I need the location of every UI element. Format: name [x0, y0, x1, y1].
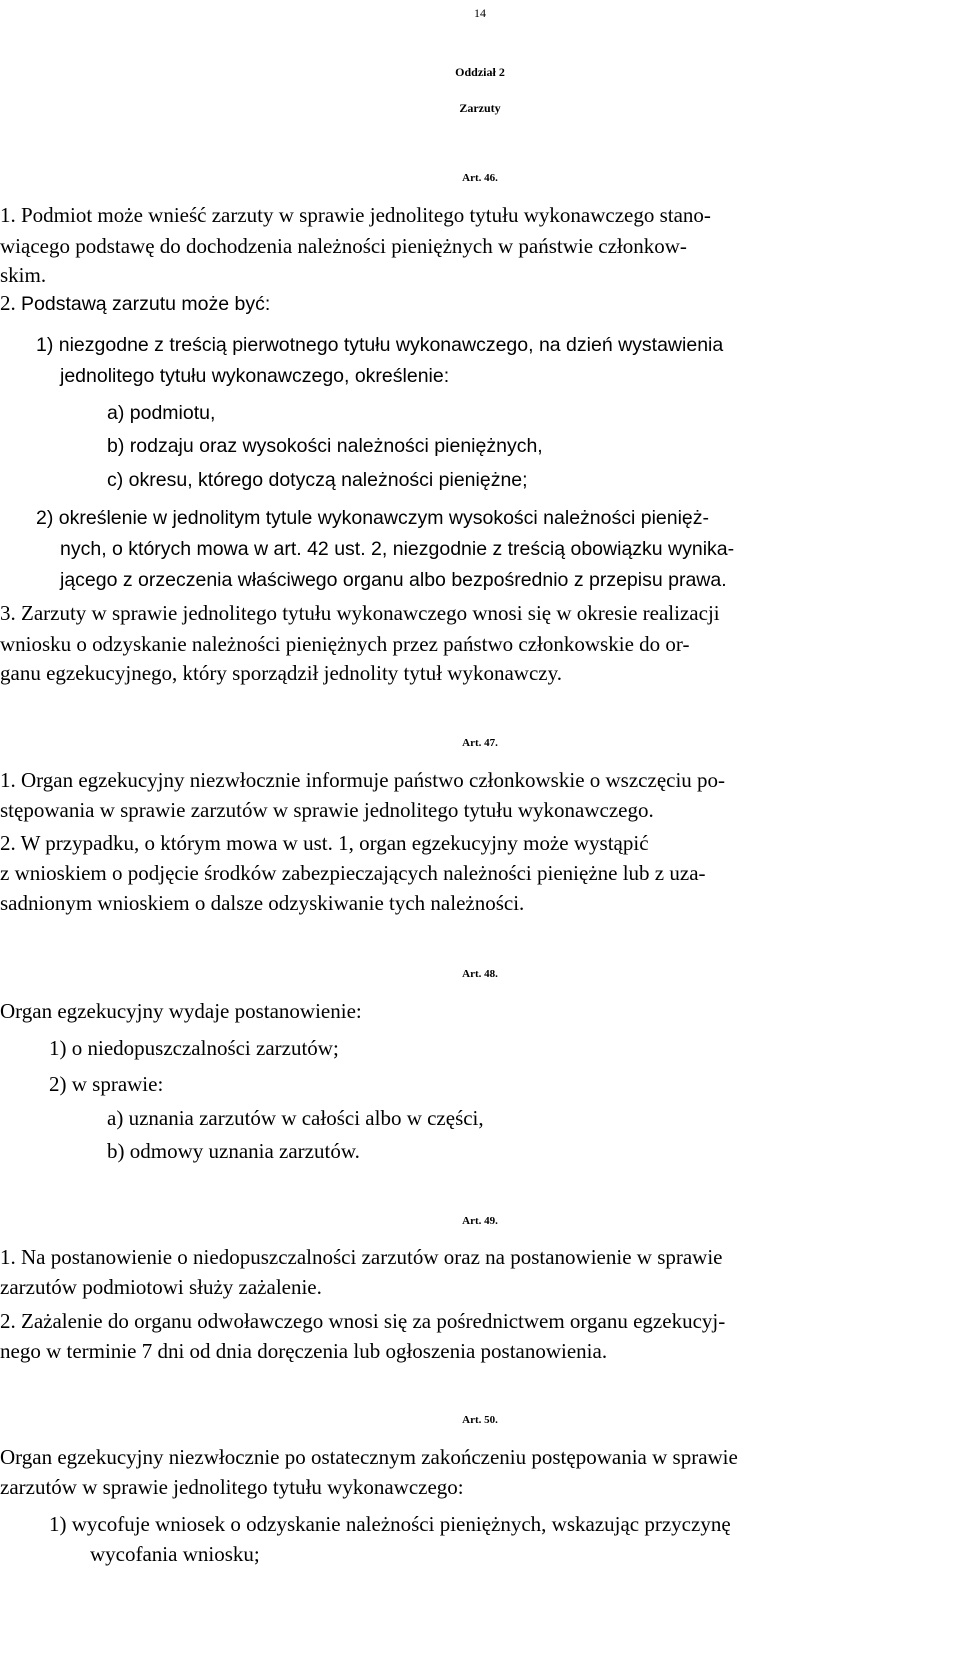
art50-intro-line2: zarzutów w sprawie jednolitego tytułu wykonawczego:	[0, 1475, 464, 1499]
art46-item2-line3: jącego z orzeczenia właściwego organu albo bezpośrednio z przepisu prawa.	[60, 569, 727, 591]
art46-item2-line1: 2) określenie w jednolitym tytule wykonawczym wysokości należności pienięż-	[36, 507, 710, 529]
art47-p1-line1: 1. Organ egzekucyjny niezwłocznie informuje państwo członkowskie o wszczęciu po-	[0, 768, 726, 792]
art47-p1-line2: stępowania w sprawie zarzutów w sprawie jednolitego tytułu wykonawczego.	[0, 798, 654, 822]
art50-item1-line2: wycofania wniosku;	[90, 1542, 260, 1566]
division-subtitle: Zarzuty	[459, 101, 501, 115]
art46-p2-text: Podstawą zarzutu może być:	[21, 293, 271, 315]
art48-item2-a: a) uznania zarzutów w całości albo w części,	[107, 1106, 484, 1130]
art46-heading: Art. 46.	[462, 172, 498, 184]
art46-p2-number: 2.	[0, 291, 16, 315]
art46-p1-line1: 1. Podmiot może wnieść zarzuty w sprawie jednolitego tytułu wykonawczego stano-	[0, 203, 711, 227]
division-title: Oddział 2	[455, 65, 505, 79]
art46-item2-line2-a: nych, o których mowa w art. 42 ust.	[60, 538, 366, 560]
art47-p2-line3: sadnionym wnioskiem o dalsze odzyskiwanie tych należności.	[0, 891, 525, 915]
art46-item1-b: b) rodzaju oraz wysokości należności pieniężnych,	[107, 435, 543, 457]
art48-heading: Art. 48.	[462, 968, 498, 980]
art47-p2-line2: z wnioskiem o podjęcie środków zabezpieczających należności pieniężne lub z uza-	[0, 861, 706, 885]
page-number: 14	[474, 6, 486, 20]
art48-item2: 2) w sprawie:	[49, 1072, 164, 1096]
art46-p1-line3: skim.	[0, 263, 47, 287]
art48-intro: Organ egzekucyjny wydaje postanowienie:	[0, 999, 362, 1023]
art50-intro-line1: Organ egzekucyjny niezwłocznie po ostatecznym zakończeniu postępowania w sprawie	[0, 1445, 738, 1469]
art46-item2-line2-b: 2, niezgodnie z treścią obowiązku wynika-	[371, 538, 735, 560]
art46-p3-line2: wniosku o odzyskanie należności pieniężnych przez państwo członkowskie do or-	[0, 632, 690, 656]
art46-item1-a: a) podmiotu,	[107, 402, 216, 424]
art48-item2-b: b) odmowy uznania zarzutów.	[107, 1139, 360, 1163]
art46-item1-line2: jednolitego tytułu wykonawczego, określenie:	[60, 365, 450, 387]
art48-item1: 1) o niedopuszczalności zarzutów;	[49, 1036, 339, 1060]
art50-heading: Art. 50.	[462, 1414, 498, 1426]
art50-item1-line1: 1) wycofuje wniosek o odzyskanie należności pieniężnych, wskazując przyczynę	[49, 1512, 731, 1536]
art49-p2-line2: nego w terminie 7 dni od dnia doręczenia lub ogłoszenia postanowienia.	[0, 1339, 608, 1363]
art49-heading: Art. 49.	[462, 1215, 498, 1227]
art46-item2-line2	[60, 535, 734, 563]
art47-heading: Art. 47.	[462, 737, 498, 749]
art49-p1-line2: zarzutów podmiotowi służy zażalenie.	[0, 1275, 322, 1299]
art46-p3-line3: ganu egzekucyjnego, który sporządził jednolity tytuł wykonawczy.	[0, 661, 562, 685]
art49-p1-line1: 1. Na postanowienie o niedopuszczalności zarzutów oraz na postanowienie w sprawie	[0, 1245, 723, 1269]
art49-p2-line1: 2. Zażalenie do organu odwoławczego wnosi się za pośrednictwem organu egzekucyj-	[0, 1309, 726, 1333]
art46-p3-line1: 3. Zarzuty w sprawie jednolitego tytułu wykonawczego wnosi się w okresie realizacji	[0, 601, 720, 625]
art47-p2-line1: 2. W przypadku, o którym mowa w ust. 1, organ egzekucyjny może wystąpić	[0, 831, 649, 855]
art46-item1-c: c) okresu, którego dotyczą należności pieniężne;	[107, 469, 528, 491]
art46-p1-line2: wiącego podstawę do dochodzenia należności pieniężnych w państwie członkow-	[0, 234, 687, 258]
art46-p2-intro	[0, 289, 270, 318]
art46-item1-line1: 1) niezgodne z treścią pierwotnego tytułu wykonawczego, na dzień wystawienia	[36, 334, 724, 356]
